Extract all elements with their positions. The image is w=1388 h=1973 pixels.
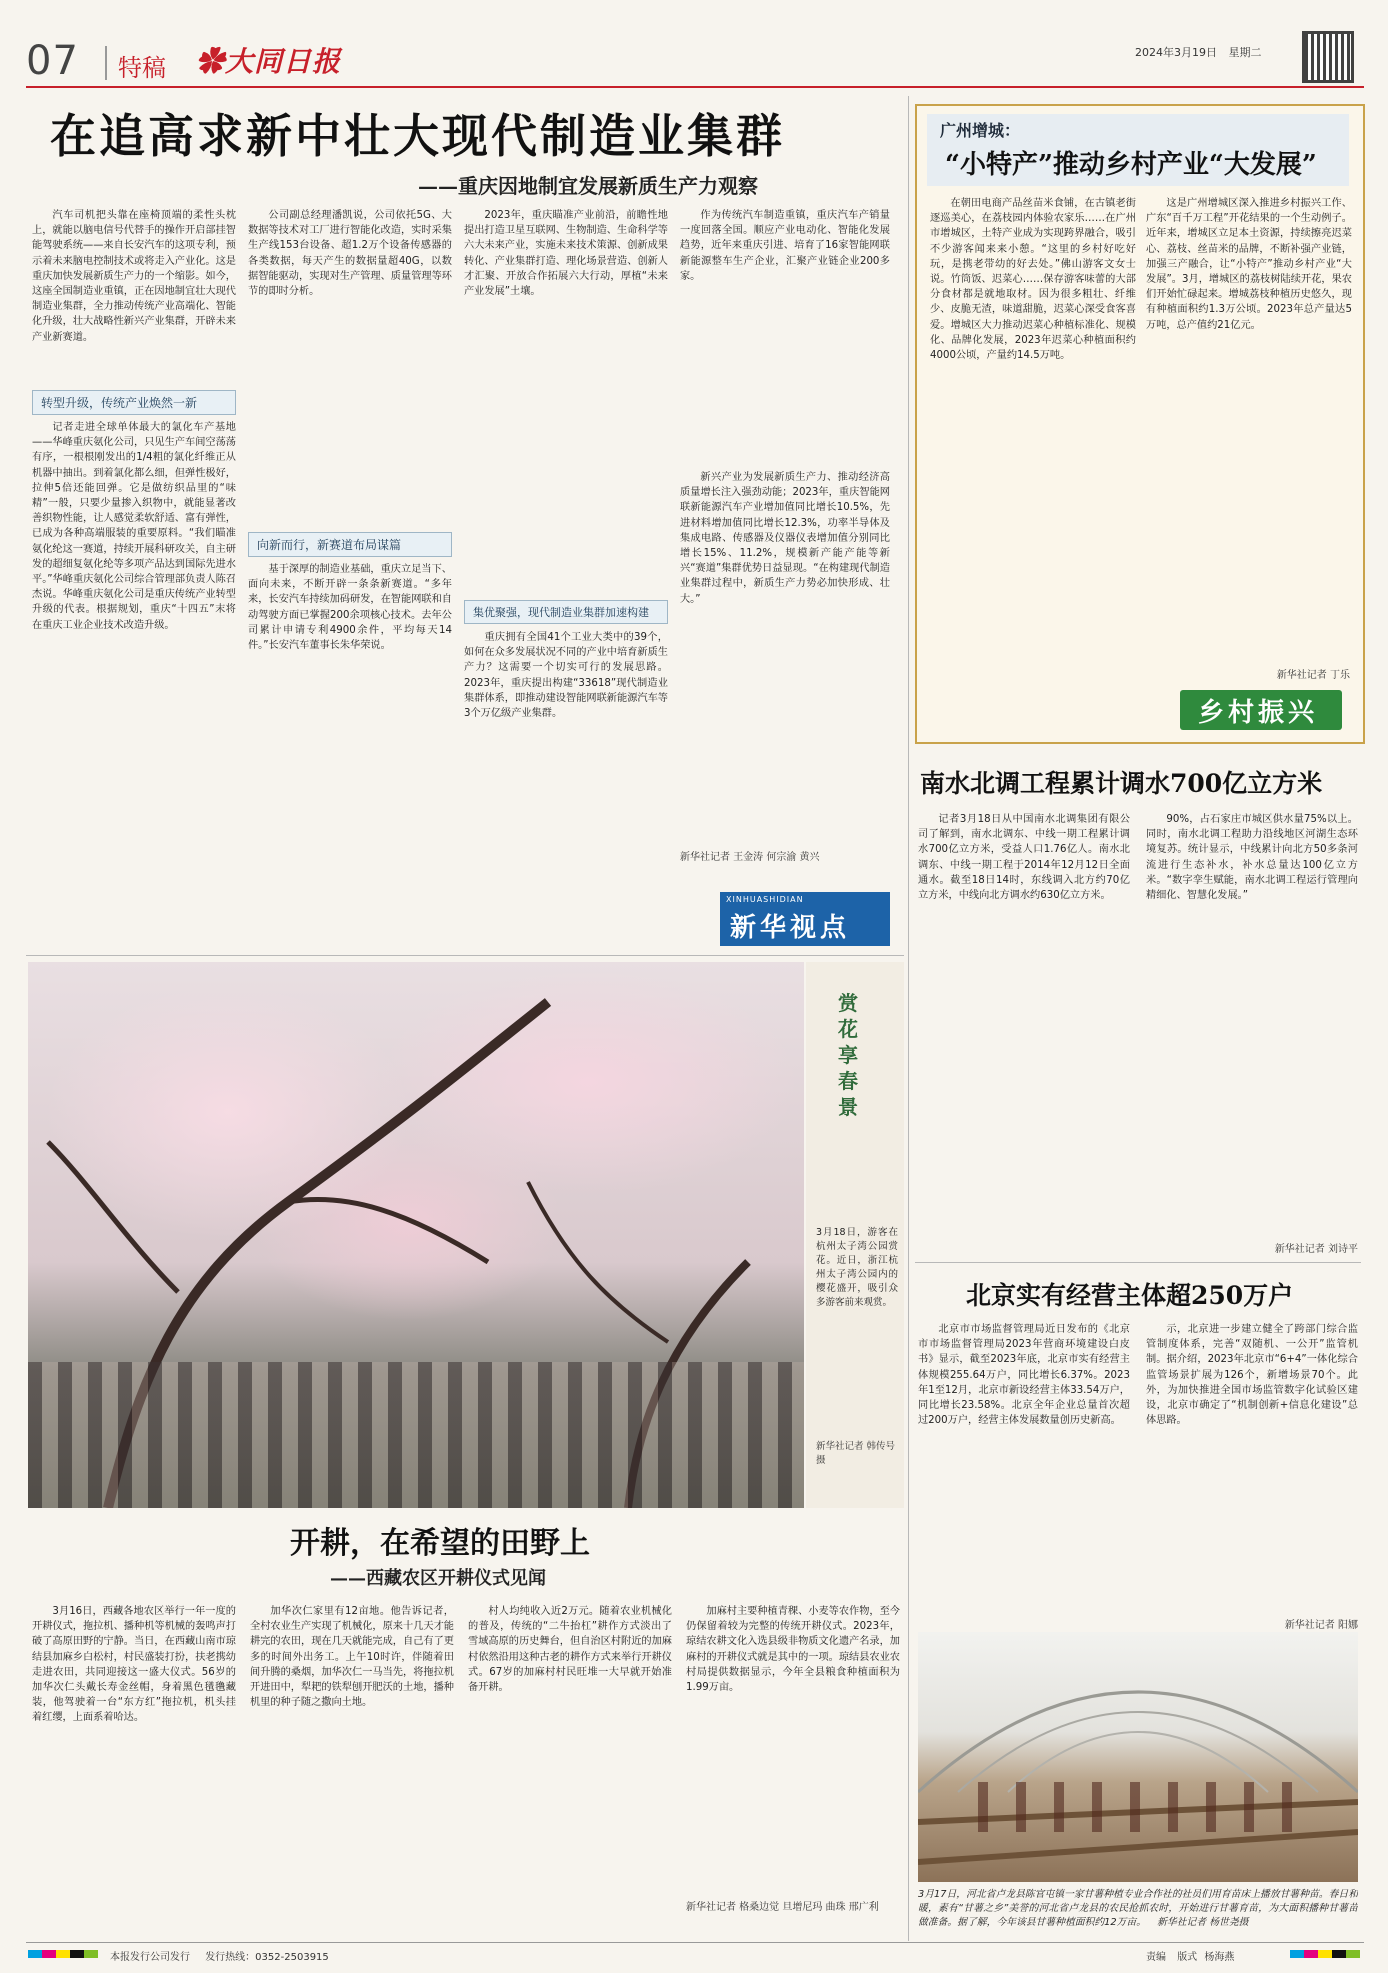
lead-col-3b-text: 重庆拥有全国41个工业大类中的39个，如何在众多发展状况不同的产业中培育新质生产力？这需要一个切实可行的发展思路。2023年，重庆提出构建“33618”现代制造业集群体系，即推动建设智能网联新能源汽车等3个万亿级产业集群。 (464, 632, 668, 720)
lead-subhead-3: 集优聚强，现代制造业集群加速构建 (464, 600, 668, 624)
guangzhou-col-1-text: 在朝田电商产品丝苗米食铺，在古镇老街逐巡美心，在荔枝园内体验农家乐……在广州市增城区，土特产业成为实现跨界融合，吸引不少游客闻来来小憩。“这里的乡村好吃好玩，是携老带幼的好去处。”佛山游客文女士说。竹筒饭、迟菜心……保存游客味蕾的大部分食材都是就地取材。因为很多粗壮、纤维少、皮脆无渣，味道甜脆，迟菜心深受食客喜爱。增城区大力推动迟菜心种植标准化、规模化、品牌化发展，2023年迟菜心种植面积约4000公顷，产量约14.5万吨。 (930, 198, 1136, 362)
guangzhou-col-2-text: 这是广州增城区深入推进乡村振兴工作、广东“百千万工程”开花结果的一个生动例子。近年来，增城区立足本土资源，持续擦亮迟菜心、荔枝、丝苗米的品牌，不断补强产业链，加强三产融合，让“小特产”推动乡村产业“大发展”。3月，增城区的荔枝树陆续开花，果农们开始忙碌起来。增城荔枝种植历史悠久，现有种植面积约1.3万公顷。2023年总产量达5万吨，总产值约21亿元。 (1146, 198, 1352, 331)
water-bottom-rule (915, 1262, 1361, 1263)
lead-col-3 (464, 208, 668, 598)
beijing-col-2 (1146, 1322, 1358, 1612)
footer-rule (26, 1942, 1364, 1943)
footer-layout-label: 版式 (1177, 1952, 1198, 1963)
page-number: 07 (26, 38, 79, 84)
water-col-2-text: 90%，占石家庄市城区供水量75%以上。同时，南水北调工程助力沿线地区河湖生态环境复苏。统计显示，中线累计向北方50多条河流进行生态补水，补水总量达100亿立方米。“数字孪生赋能，南水北调工程运行管理向精细化、智慧化发展。” (1146, 814, 1358, 902)
water-col-1-text: 记者3月18日从中国南水北调集团有限公司了解到，南水北调东、中线一期工程累计调水700亿立方米，受益人口1.76亿人。南水北调东、中线一期工程于2014年12月12日全面通水。截至18日14时，东线调入北方约70亿立方米，中线向北方调水约630亿立方米。 (918, 814, 1130, 902)
lead-col-2b (248, 562, 452, 952)
sakura-byline: 新华社记者 韩传号摄 (816, 1441, 896, 1466)
section-name: 特稿 (118, 54, 166, 82)
footer-right (1146, 1948, 1234, 1963)
tibet-subtitle: ——西藏农区开耕仪式见闻 (330, 1568, 546, 1589)
flame-icon: ✿ (196, 45, 226, 78)
header-rule (26, 86, 1364, 88)
footer-color-bar-left (28, 1950, 98, 1958)
tibet-col-4-text: 加麻村主要种植青稞、小麦等农作物，至今仍保留着较为完整的传统开耕仪式。2023年，琼结农耕文化入选县级非物质文化遗产名录，加麻村的开耕仪式就是其中的一项。琼结县农业农村局提供数据显示，今年全县粮食种植面积为1.99万亩。 (686, 1606, 900, 1694)
tibet-col-1 (32, 1604, 236, 1922)
lead-byline: 新华社记者 王金涛 何宗渝 黄兴 (680, 852, 820, 863)
tibet-col-2 (250, 1604, 454, 1922)
guangzhou-col-1 (930, 196, 1136, 736)
lead-col-1 (32, 208, 236, 388)
sakura-vertical-title: 赏花享春景 (838, 991, 858, 1119)
lead-subtitle: ——重庆因地制宜发展新质生产力观察 (418, 174, 758, 198)
lead-col-4b (680, 470, 890, 842)
guangzhou-title: “小特产”推动乡村产业“大发展” (945, 150, 1317, 180)
greenhouse-byline: 新华社记者 杨世尧摄 (1157, 1917, 1249, 1928)
water-col-2 (1146, 812, 1358, 1258)
water-byline: 新华社记者 刘诗平 (1274, 1244, 1358, 1255)
footer-hotline: 发行热线：0352-2503915 (205, 1952, 329, 1963)
rural-badge-label: 乡村振兴 (1198, 698, 1319, 728)
crowd-band (28, 1362, 804, 1508)
beijing-col-2-text: 示，北京进一步建立健全了跨部门综合监管制度体系，完善“双随机、一公开”监管机制。据介绍，2023年北京市“6+4”一体化综合监管场景扩展为126个，新增场景70个。此外，为加快推进全国市场监管数字化试验区建设，北京市确定了“机制创新+信息化建设”总体思路。 (1146, 1324, 1358, 1427)
beijing-col-1-text: 北京市市场监督管理局近日发布的《北京市市场监督管理局2023年营商环境建设白皮书》显示，截至2023年底，北京市实有经营主体规模255.64万户，同比增长6.37%。2023年1至12月，北京市新设经营主体33.54万户，同比增长23.58%。北京全年企业总量首次超过200万户，经营主体发展数量创历史新高。 (918, 1324, 1130, 1427)
weekday: 星期二 (1228, 46, 1262, 59)
guangzhou-col-2 (1146, 196, 1352, 666)
xinhua-badge (720, 892, 890, 946)
greenhouse-photo (918, 1632, 1358, 1882)
tibet-col-2-text: 加华次仁家里有12亩地。他告诉记者，全村农业生产实现了机械化，原来十几天才能耕完的农田，现在几天就能完成，自己有了更多的时间外出务工。上午10时许，伴随着田间升腾的桑烟，加华次仁一马当先，将拖拉机开进田中，犁耙的铁犁刨开肥沃的土地，播种机里的种子随之撒向土地。 (250, 1606, 454, 1709)
lead-col-2b-text: 基于深厚的制造业基础，重庆立足当下、面向未来，不断开辟一条条新赛道。“多年来，长安汽车持续加码研发，在智能网联和自动驾驶方面已掌握200余项核心技术。去年公司累计申请专利4900余件，平均每天14件。”长安汽车董事长朱华荣说。 (248, 564, 452, 652)
lead-col-3-text: 2023年，重庆瞄准产业前沿，前瞻性地提出打造卫星互联网、生物制造、生命科学等六大未来产业，实施未来技术策源、创新成果转化、产业集群打造、理化场景营造、创新人才汇聚、开放合作拓展六大行动，厚植“未来产业发展”土壤。 (464, 210, 668, 298)
water-col-1 (918, 812, 1130, 1258)
tibet-title: 开耕，在希望的田野上 (290, 1526, 590, 1561)
sakura-photo (28, 962, 804, 1508)
lead-col-3b (464, 630, 668, 952)
qr-code-icon (1305, 34, 1351, 80)
lead-col-1-text: 汽车司机把头靠在座椅顶端的柔性头枕上，就能以脑电信号代替手的操作开启部挂智能驾驶系统——来自长安汽车的这项专利，预示着未来脑电控制技术或将走入产业化。这是重庆加快发展新质生产力的一个缩影。如今，这座全国制造业重镇，正在因地制宜壮大现代制造业集群，全力推动传统产业高端化、智能化升级，壮大战略性新兴产业集群，开辟未来产业新赛道。 (32, 210, 236, 343)
water-title: 南水北调工程累计调水700亿立方米 (920, 769, 1323, 798)
sakura-caption (816, 1226, 898, 1426)
guangzhou-byline: 新华社记者 丁乐 (1276, 670, 1350, 681)
header-divider (105, 46, 107, 80)
paper-logo (196, 40, 341, 80)
greenhouse-caption (918, 1888, 1358, 1936)
beijing-col-1 (918, 1322, 1130, 1632)
footer-editor-label: 责编 (1146, 1952, 1166, 1963)
right-column-separator (908, 96, 909, 1941)
tibet-col-4 (686, 1604, 900, 1894)
tibet-byline: 新华社记者 格桑边觉 旦增尼玛 曲珠 邢广利 (686, 1902, 879, 1913)
lead-col-4 (680, 208, 890, 468)
workers-band (978, 1782, 1298, 1832)
beijing-byline: 新华社记者 阳娜 (1284, 1620, 1358, 1631)
tibet-col-3-text: 村人均纯收入近2万元。随着农业机械化的普及，传统的“二牛抬杠”耕作方式淡出了雪域高原的历史舞台，但自治区村附近的加麻村依然沿用这种古老的耕作方式来举行开耕仪式。67岁的加麻村村民旺堆一大早就开始准备开耕。 (468, 1606, 672, 1694)
footer-publisher: 本报发行公司发行 (110, 1952, 190, 1963)
lead-bottom-rule (26, 955, 904, 956)
xinhua-badge-label: 新华视点 (730, 913, 851, 943)
paper-name: 大同日报 (225, 45, 342, 78)
lead-col-4b-text: 新兴产业为发展新质生产力、推动经济高质量增长注入强劲动能；2023年，重庆智能网联新能源汽车产业增加值同比增长10.5%，先进材料增加值同比增长12.3%，功率半导体及集成电路、传感器及仪器仪表增加值分别同比增长15%、11.2%，规模新产能产能等新兴“赛道”集群优势日益显现。“在构建现代制造业集群过程中，新质生产力势必加快形成、壮大。” (680, 472, 890, 605)
footer-left (110, 1948, 329, 1963)
lead-col-2-text: 公司副总经理潘凯说，公司依托5G、大数据等技术对工厂进行智能化改造，实时采集生产线153台设备、超1.2万个设备传感器的各类数据，每天产生的数据量超40G，以数据智能驱动，实现对生产管理、质量管理等环节的即时分析。 (248, 210, 452, 298)
lead-col-4-text: 作为传统汽车制造重镇，重庆汽车产销量一度回落全国。顺应产业电动化、智能化发展趋势，近年来重庆引进、培育了16家智能网联新能源整车生产企业，汇聚产业链企业200多家。 (680, 210, 890, 282)
lead-title: 在追高求新中壮大现代制造业集群 (50, 109, 785, 163)
tibet-col-3 (468, 1604, 672, 1922)
xinhua-badge-pinyin: XINHUASHIDIAN (726, 895, 804, 904)
date: 2024年3月19日 (1135, 46, 1217, 59)
lead-col-1b (32, 420, 236, 952)
lead-col-1b-text: 记者走进全球单体最大的氯化车产基地——华峰重庆氨化公司，只见生产车间空荡荡有序，一根根刚发出的1/4粗的氯化纤维正从机器中抽出。到着氯化都么细，但弹性极好，拉伸5倍还能回弹。它是做纺织品里的“味精”一般，只要少量掺入织物中，就能显著改善织物性能，让人感觉柔软舒适、富有弹性，已成为各种高端服装的重要原料。“我们瞄准氨化纶这一赛道，持续开展科研攻关，自主研发的超细复氨化纶等多项产品达到国际先进水平。”华峰重庆氨化公司综合管理部负责人陈召杰说。华峰重庆氨化公司是重庆传统产业转型升级的代表。根据规划，重庆“十四五”末将在重庆工业企业技术改造升级。 (32, 422, 236, 631)
tibet-col-1-text: 3月16日，西藏各地农区举行一年一度的开耕仪式，拖拉机、播种机等机械的轰鸣声打破了高原田野的宁静。当日，在西藏山南市琼结县加麻乡白松村，村民盛装打扮，扶老携幼走进农田，共同迎接这一盛大仪式。56岁的加华次仁头戴长寿金丝帽，身着黑色氆氇藏装，他驾驶着一台“东方红”拖拉机，机头挂着红缨，上面系着哈达。 (32, 1606, 236, 1724)
lead-subhead-2: 向新而行，新赛道布局谋篇 (248, 532, 452, 557)
sakura-caption-text: 3月18日，游客在杭州太子湾公园赏花。近日，浙江杭州太子湾公园内的樱花盛开，吸引众多游客前来观赏。 (816, 1227, 898, 1308)
lead-col-2 (248, 208, 452, 528)
footer-color-bar-right (1290, 1950, 1360, 1958)
greenhouse-frame (918, 1632, 1358, 1882)
lead-subhead-1: 转型升级，传统产业焕然一新 (32, 390, 236, 415)
guangzhou-kicker: 广州增城： (940, 121, 1021, 140)
greenhouse-caption-text: 3月17日，河北省卢龙县陈官屯镇一家甘薯种植专业合作社的社员们用育苗床上播放甘薯种苗。春日和暖，素有“甘薯之乡”美誉的河北省卢龙县的农民抢抓农时，开始进行甘薯育苗，为大面积播种甘薯苗做准备。据了解，今年该县甘薯种植面积约12万亩。 (918, 1889, 1358, 1928)
footer-editor-name: 杨海燕 (1204, 1952, 1235, 1963)
header-date (1135, 44, 1262, 60)
beijing-title: 北京实有经营主体超250万户 (966, 1281, 1294, 1310)
